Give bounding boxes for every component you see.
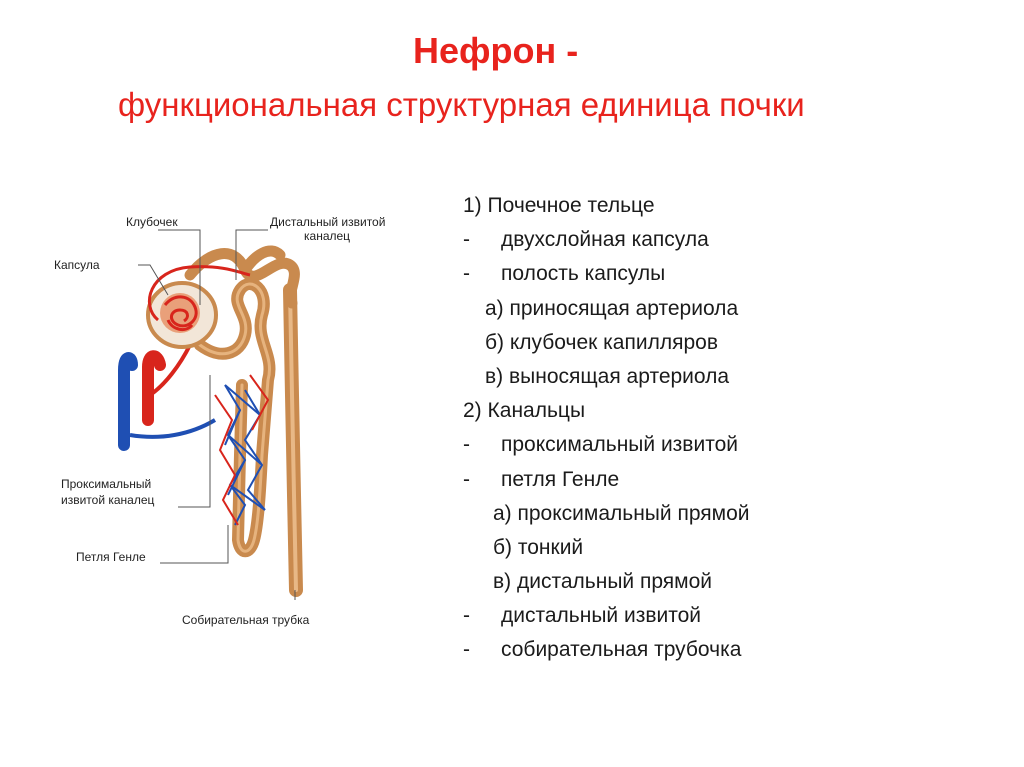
outline-dash-marker: -: [463, 262, 470, 286]
outline-item: [463, 531, 750, 565]
outline-item: [463, 565, 750, 599]
outline-item: [463, 360, 750, 394]
outline-item-text: Почечное тельце: [487, 194, 655, 217]
nephron-diagram: [40, 195, 420, 655]
label-proximal-tubule-2: извитой каналец: [61, 493, 155, 507]
outline-item-text: в) выносящая артериола: [485, 364, 730, 388]
outline-item-text: двухслойная капсула: [501, 228, 709, 252]
label-distal-tubule-1: Дистальный извитой: [270, 215, 386, 229]
glomerulus-shape: [160, 293, 200, 333]
outline-item-text: б) тонкий: [493, 535, 584, 559]
outline-item-text: полость капсулы: [501, 262, 666, 286]
label-capsule: Капсула: [54, 258, 100, 272]
outline-item: [463, 463, 750, 497]
label-loop-of-henle: Петля Генле: [76, 550, 146, 564]
outline-dash-marker: -: [463, 433, 470, 457]
label-collecting-duct: Собирательная трубка: [182, 613, 310, 627]
outline-dash-marker: -: [463, 638, 470, 662]
outline-item: [463, 428, 750, 462]
outline-item-text: собирательная трубочка: [501, 638, 742, 662]
label-distal-tubule-2: каналец: [304, 229, 351, 243]
outline-list: [463, 189, 750, 668]
outline-number-marker: 2): [463, 399, 482, 423]
outline-item: [463, 633, 750, 667]
outline-item: [463, 497, 750, 531]
outline-item-text: б) клубочек капилляров: [485, 330, 718, 354]
outline-item-text: Канальцы: [487, 399, 586, 423]
outline-item: [463, 257, 750, 291]
outline-item: [463, 292, 750, 326]
vein-shape: [124, 358, 132, 445]
slide-title: Нефрон -: [413, 30, 579, 71]
outline-number-marker: 1): [463, 194, 482, 217]
outline-dash-marker: -: [463, 467, 470, 491]
slide-subtitle: функциональная структурная единица почки: [118, 86, 805, 123]
outline-dash-marker: -: [463, 604, 470, 628]
outline-item-text: проксимальный извитой: [501, 433, 738, 457]
outline-item: [463, 223, 750, 257]
outline-item-text: в) дистальный прямой: [493, 570, 713, 594]
outline-item-text: а) проксимальный прямой: [493, 501, 750, 525]
outline-dash-marker: -: [463, 228, 470, 252]
outline-item-text: дистальный извитой: [501, 604, 702, 628]
outline-item-text: а) приносящая артериола: [485, 296, 739, 320]
outline-item: [463, 326, 750, 360]
label-leader-lines: [138, 230, 295, 600]
outline-item: [463, 599, 750, 633]
outline-item-text: петля Генле: [501, 467, 620, 491]
label-proximal-tubule-1: Проксимальный: [61, 477, 152, 491]
label-glomerulus: Клубочек: [126, 215, 178, 229]
outline-item: [463, 189, 750, 223]
outline-item: [463, 394, 750, 428]
